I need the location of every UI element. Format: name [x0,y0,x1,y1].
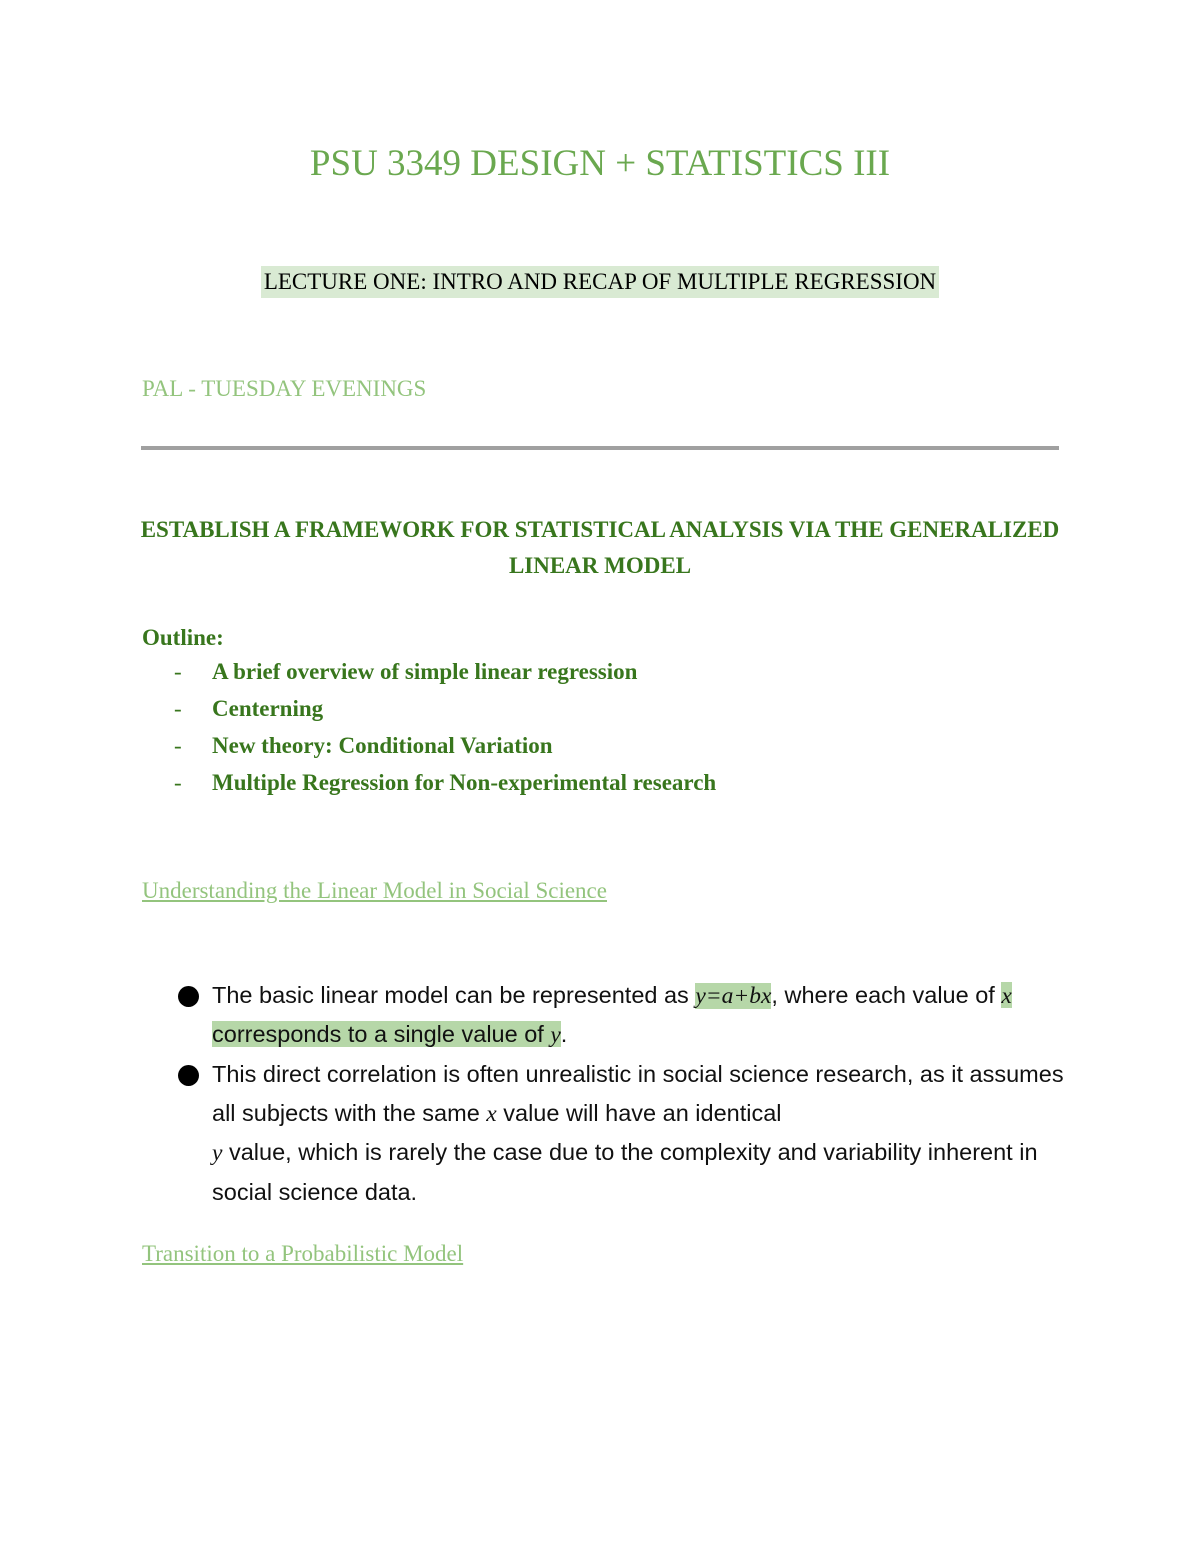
variable-y: y [550,1022,561,1048]
subheading: PAL - TUESDAY EVENINGS [142,376,427,401]
horizontal-divider [141,446,1059,450]
list-item [142,976,1072,1054]
bullet-dot-icon [178,986,199,1007]
dash-marker: - [174,659,182,684]
bullet-text: , where each value of [771,982,1002,1008]
dash-marker: - [174,696,182,721]
outline-item-text: Centerning [212,696,324,721]
section-heading: ESTABLISH A FRAMEWORK FOR STATISTICAL ANALYSIS VIA THE GENERALIZED LINEAR MODEL [140,517,1060,578]
link-heading-linear-model[interactable]: Understanding the Linear Model in Social Science [142,878,607,903]
formula-highlight: y=a+bx [695,983,772,1009]
lecture-heading-row [0,266,1200,298]
list-item [142,1055,1072,1211]
outline-item-text: A brief overview of simple linear regression [212,659,638,684]
outline-item-text: Multiple Regression for Non-experimental research [212,770,717,795]
variable-x: x [486,1100,497,1127]
outline-item-text: New theory: Conditional Variation [212,733,553,758]
bullet-text: value will have an identical [496,1099,782,1126]
bullet-text: . [560,1021,568,1047]
bullet-text: This direct correlation is often unrealistic in social science research, as it assumes all subjects with the same [212,1061,1064,1126]
bullet-text: value, which is rarely the case due to the complexity and variability inherent in social science data. [212,1139,1038,1205]
variable-y: y [212,1140,223,1166]
dash-marker: - [174,733,182,758]
dash-marker: - [174,770,182,795]
bullet-text: The basic linear model can be represented as [212,982,696,1008]
highlighted-text: corresponds to a single value of [212,1021,551,1047]
bullet-dot-icon [178,1065,199,1086]
bullet-list [142,976,1072,1211]
link-heading-probabilistic-model[interactable]: Transition to a Probabilistic Model [142,1241,464,1266]
variable-x: x [1001,983,1012,1009]
lecture-heading: LECTURE ONE: INTRO AND RECAP OF MULTIPLE REGRESSION [261,266,939,298]
outline-label: Outline: [142,625,224,650]
document-title: PSU 3349 DESIGN + STATISTICS III [309,143,891,184]
